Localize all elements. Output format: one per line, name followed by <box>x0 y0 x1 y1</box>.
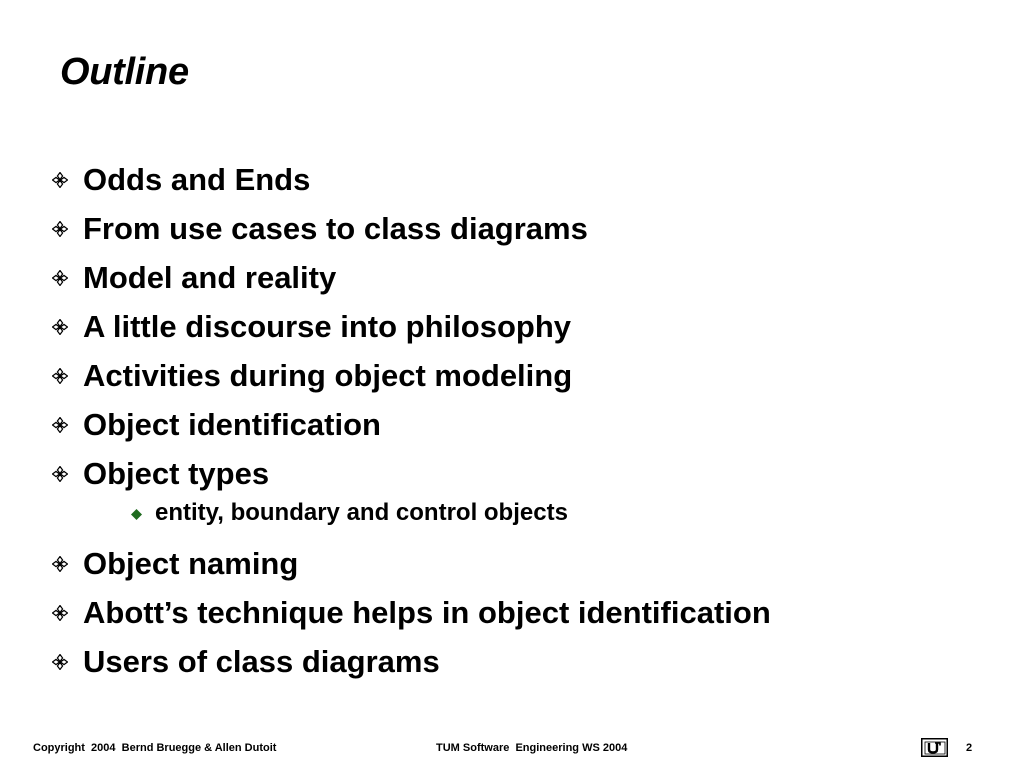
four-diamond-bullet-icon <box>52 556 68 572</box>
outline-item-object-identification <box>0 403 1024 452</box>
outline-item-label: From use cases to class diagrams <box>83 211 588 246</box>
outline-item-model-and-reality <box>0 256 1024 305</box>
outline-subitem-entity-boundary-control <box>0 493 1024 542</box>
four-diamond-bullet-icon <box>52 466 68 482</box>
tum-logo-icon <box>921 738 948 757</box>
outline-item-object-naming <box>0 542 1024 591</box>
four-diamond-bullet-icon <box>52 270 68 286</box>
outline-item-label: Abott’s technique helps in object identification <box>83 595 771 630</box>
outline-item-users-of-class-diagrams <box>0 640 1024 689</box>
footer-course: TUM Software Engineering WS 2004 <box>436 742 628 754</box>
outline-item-object-types <box>0 452 1024 493</box>
outline-item-label: Model and reality <box>83 260 337 295</box>
outline-item-label: A little discourse into philosophy <box>83 309 571 344</box>
slide-title: Outline <box>60 51 189 93</box>
outline-item-odds-and-ends <box>0 158 1024 207</box>
outline-item-abotts-technique <box>0 591 1024 640</box>
outline-item-philosophy <box>0 305 1024 354</box>
outline-item-activities <box>0 354 1024 403</box>
outline-item-label: Object types <box>83 456 270 491</box>
outline-item-label: Odds and Ends <box>83 162 311 197</box>
outline-item-label: Object naming <box>83 546 299 581</box>
four-diamond-bullet-icon <box>52 417 68 433</box>
four-diamond-bullet-icon <box>52 654 68 670</box>
footer-copyright: Copyright 2004 Bernd Bruegge & Allen Dutoit <box>33 742 277 754</box>
four-diamond-bullet-icon <box>52 221 68 237</box>
diamond-bullet-icon <box>131 509 142 520</box>
outline-item-label: Activities during object modeling <box>83 358 573 393</box>
four-diamond-bullet-icon <box>52 172 68 188</box>
outline-subitem-label: entity, boundary and control objects <box>155 499 568 526</box>
page-number: 2 <box>966 742 973 754</box>
four-diamond-bullet-icon <box>52 368 68 384</box>
outline-item-label: Object identification <box>83 407 381 442</box>
four-diamond-bullet-icon <box>52 605 68 621</box>
four-diamond-bullet-icon <box>52 319 68 335</box>
outline-item-use-cases-to-class-diagrams <box>0 207 1024 256</box>
outline-list <box>0 158 1024 689</box>
outline-item-label: Users of class diagrams <box>83 644 440 679</box>
